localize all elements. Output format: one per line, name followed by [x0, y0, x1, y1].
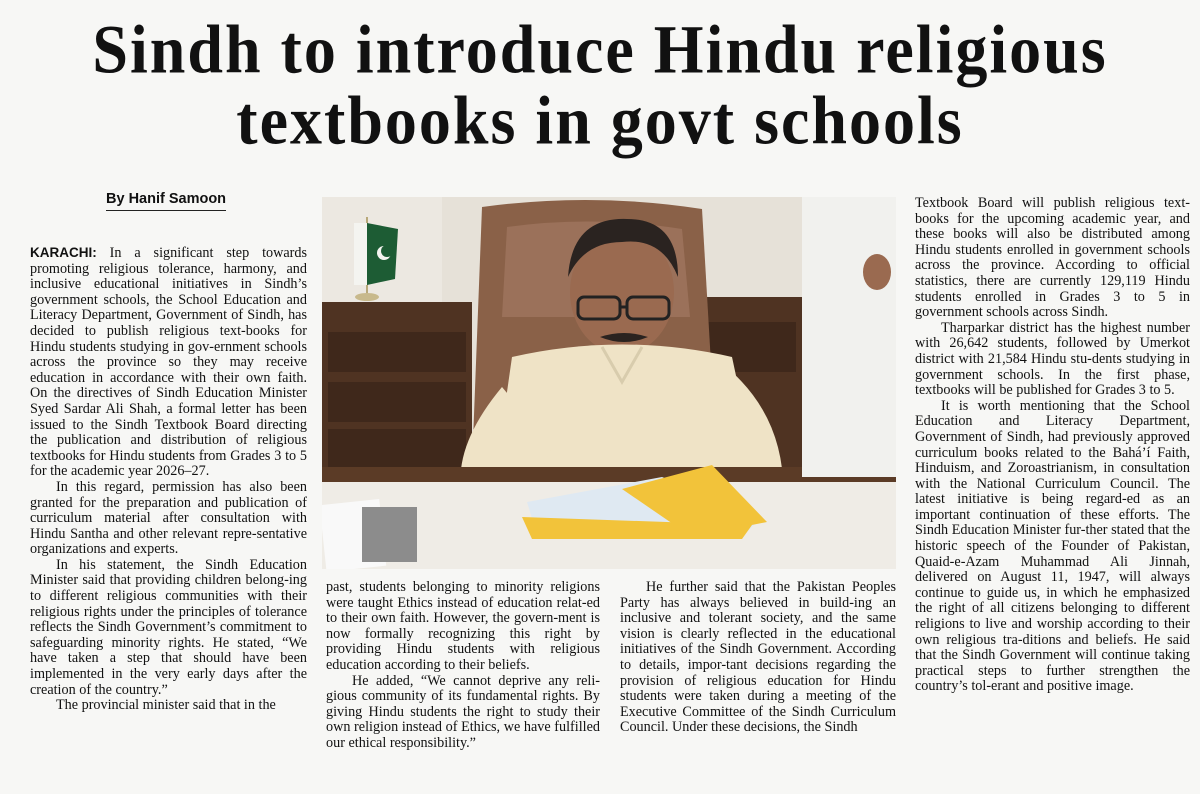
- column-3: [620, 580, 896, 736]
- headline-line-2: textbooks in govt schools: [236, 82, 964, 159]
- paragraph: In this regard, permission has also been granted for the preparation and publication of curriculum material after consultation with Hindu Santha and other relevant repre-sentative organizations and experts.: [30, 478, 307, 558]
- column-4: [915, 196, 1190, 695]
- paragraph: It is worth mentioning that the School Education and Literacy Department, Government of Sindh, had previously approved curriculum books related to the Bahá’í Faith, Hinduism, and Zoroastrianism, in consultation with the National Curriculum Council. The latest initiative is being regard-ed as an important continuation of these efforts. The Sindh Education Minister fur-ther stated that the historic speech of the Founder of Pakistan, Quaid-e-Azam Muhammad Ali Jinnah, delivered on August 11, 1947, will always continue to guide us, in which he emphasized the right of all citizens belonging to different religions to live and worship according to their own religious tra-ditions and beliefs. He said that the Sindh Government will continue taking practical steps to further strengthen the country’s tol-erant and positive image.: [915, 397, 1190, 695]
- paragraph: past, students belonging to minority religions were taught Ethics instead of education relat-ed to their own faith. However, the govern-ment is now formally recognizing this right by providing Hindu students with religious education according to their beliefs.: [326, 579, 600, 673]
- column-1: [30, 245, 307, 714]
- paragraph: In his statement, the Sindh Education Minister said that providing children belong-ing to different religious communities with their religious rights under the principles of tolerance reflects the Sindh Government’s commitment to safeguarding minority rights. He stated, “We have taken a step that should have been implemented in the very early days after the creation of the country.”: [30, 556, 307, 698]
- paragraph: He added, “We cannot deprive any reli-gious community of its fundamental rights. By giving Hindu students the right to study their own religion instead of Ethics, we have fulfilled our ethical responsibility.”: [326, 672, 600, 751]
- column-2: [326, 580, 600, 752]
- minister-at-desk-photo: [322, 197, 896, 569]
- paragraph: Textbook Board will publish religious text-books for the upcoming academic year, and these books will also be distributed among Hindu students enrolled in government schools across the province. According to official statistics, there are currently 129,119 Hindu students enrolled in Grades 3 to 5 in government schools across Sindh.: [915, 195, 1190, 321]
- paragraph: He further said that the Pakistan Peoples Party has always believed in build-ing an inclusive and tolerant society, and the same vision is clearly reflected in the educational initiatives of the Sindh Government. According to details, impor-tant decisions regarding the provision of religious education for Hindu students were taken during a meeting of the Executive Committee of the Sindh Curriculum Council. Under these decisions, the Sindh: [620, 579, 896, 736]
- headline-line-1: Sindh to introduce Hindu religious: [92, 10, 1108, 88]
- paragraph-text: In a significant step towards promoting religious tolerance, harmony, and inclusive educational initiatives in Sindh’s government schools, the School Education and Literacy Department, Government of Sindh, has decided to publish religious text-books for Hindu students studying in gov-ernment schools across the province so they may receive education in accordance with their own faith. On the directives of Sindh Education Minister Syed Sardar Ali Shah, a formal letter has been issued to the Sindh Textbook Board directing the publication and distribution of religious textbooks for Hindu students from Grades 3 to 5 for the academic year 2026–27.: [30, 245, 308, 480]
- byline: By Hanif Samoon: [106, 191, 226, 211]
- headline: [20, 10, 1180, 159]
- paragraph: Tharparkar district has the highest number with 26,642 students, followed by Umerkot district with 21,584 Hindu stu-dents studying in government schools. In the first phase, textbooks will be published for Grades 3 to 5.: [915, 319, 1190, 399]
- paragraph: [30, 245, 307, 480]
- dateline: KARACHI:: [30, 245, 97, 260]
- paragraph: The provincial minister said that in the: [56, 697, 276, 714]
